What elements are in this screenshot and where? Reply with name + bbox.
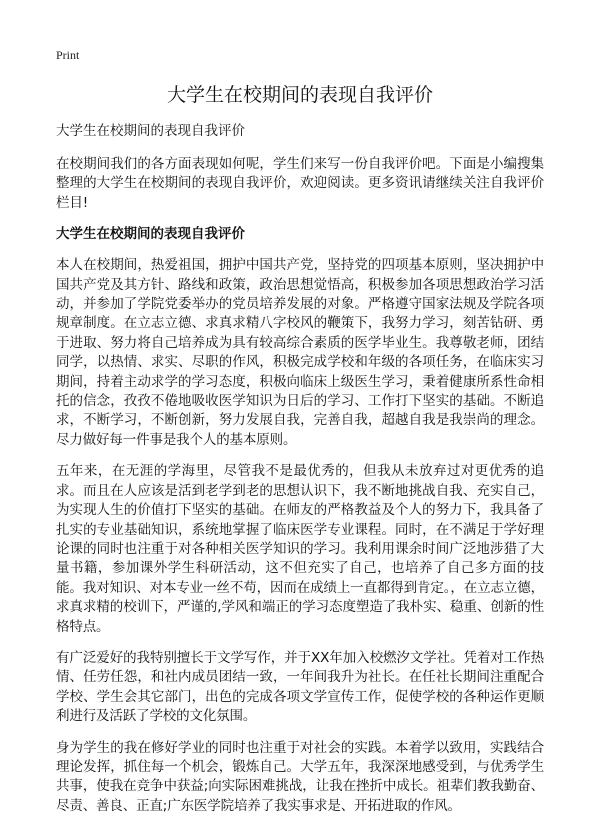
intro-paragraph: 在校期间我们的各方面表现如何呢，学生们来写一份自我评价吧。下面是小编搜集整理的大学生在校期间的表现自我评价，欢迎阅读。更多资讯请继续关注自我评价栏目! — [56, 156, 544, 211]
body-paragraph-3: 有广泛爱好的我特别擅长于文学写作，并于XX年加入校燃汐文学社。凭着对工作热情、任劳任怨，和社内成员团结一致，一年间我升为社长。在任社长期间注重配合学校、学生会其它部门，出色的完成各项文学宣传工作，促使学校的各种运作更顺利进行及活跃了学校的文化氛围。 — [56, 649, 544, 725]
body-paragraph-2: 五年来，在无涯的学海里，尽管我不是最优秀的，但我从未放弃过对更优秀的追求。而且在人应该是活到老学到老的思想认识下，我不断地挑战自我、充实自己，为实现人生的价值打下坚实的基础。在师友的严格教益及个人的努力下，我具备了扎实的专业基础知识，系统地掌握了临床医学专业课程。同时，在不满足于学好理论课的同时也注重于对各种相关医学知识的学习。我利用课余时间广泛地涉猎了大量书籍，参加课外学生科研活动，这不但充实了自己，也培养了自己多方面的技能。我对知识、对本专业一丝不苟，因而在成绩上一直都得到肯定。，在立志立德，求真求精的校训下，严谨的,学风和端正的学习态度塑造了我朴实、稳重、创新的性格特点。 — [56, 463, 544, 635]
section-heading: 大学生在校期间的表现自我评价 — [56, 226, 245, 243]
article-subtitle: 大学生在校期间的表现自我评价 — [56, 123, 245, 139]
body-paragraph-4: 身为学生的我在修好学业的同时也注重于对社会的实践。本着学以致用，实践结合理论发挥，抓住每一个机会，锻炼自己。大学五年，我深深地感受到，与优秀学生共事，使我在竞争中获益;向实际困难挑战，让我在挫折中成长。祖辈们教我勤奋、尽责、善良、正直;广东医学院培养了我实事求是、开拓进取的作风。 — [56, 739, 544, 814]
body-paragraph-1: 本人在校期间，热爱祖国，拥护中国共产党，坚持党的四项基本原则，坚决拥护中国共产党及其方针、路线和政策，政治思想觉悟高，积极参加各项思想政治学习活动，并参加了学院党委举办的党员培养发展的对象。严格遵守国家法规及学院各项规章制度。在立志立德、求真求精八字校风的鞭策下，我努力学习，刻苦钻研、勇于进取、努力将自己培养成为具有较高综合素质的医学毕业生。我尊敬老师，团结同学，以热情、求实、尽职的作风，积极完成学校和年级的各项任务，在临床实习期间，持着主动求学的学习态度，积极向临床上级医生学习，秉着健康所系性命相托的信念，孜孜不倦地吸收医学知识为日后的学习、工作打下坚实的基础。不断追求，不断学习，不断创新，努力发展自我，完善自我，超越自我是我崇尚的理念。尽力做好每一件事是我个人的基本原则。 — [56, 257, 544, 448]
page-title: 大学生在校期间的表现自我评价 — [166, 84, 433, 106]
article-body — [56, 122, 544, 828]
print-link[interactable]: Print — [56, 48, 80, 62]
